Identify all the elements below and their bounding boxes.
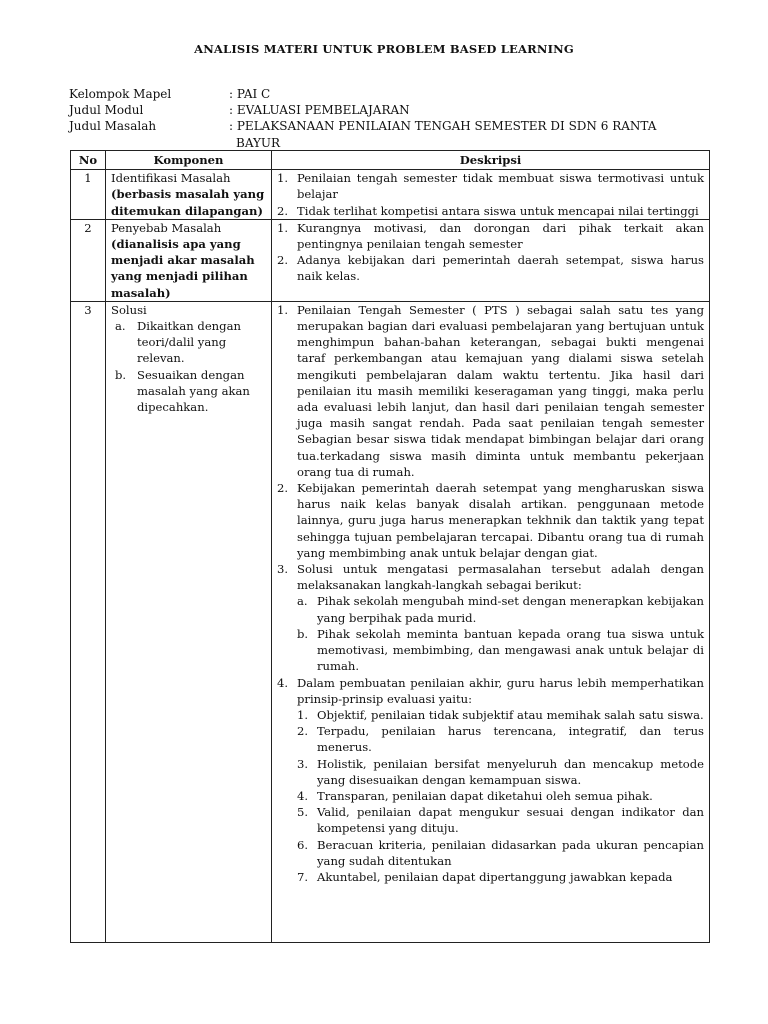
row-number: 2 <box>71 219 106 301</box>
komponen-title: Penyebab Masalah <box>111 220 222 235</box>
sub-list-item: a. Pihak sekolah mengubah mind-set dengan menerapkan kebijakan yang berpihak pada murid. <box>297 594 704 625</box>
komponen-title: Identifikasi Masalah <box>111 171 231 186</box>
meta-row <box>69 86 709 102</box>
list-item: 1. Penilaian Tengah Semester ( PTS ) sebagai salah satu tes yang merupakan bagian dari evaluasi pembelajaran yang bertujuan untuk menghimpun bahan-bahan keterangan, sebagai bukti mengenai taraf perkembangan atau kemajuan yang dialami siswa setelah mengikuti pembelajaran dalam waktu tertentu. Jika hasil dari penilaian itu masih memiliki keseragaman yang tinggi, maka perlu ada evaluasi lebih lanjut, dan hasil dari penilaian tengah semester juga masih sangat rendah. Pada saat penilaian tengah semester Sebagian besar siswa tidak mendapat bimbingan belajar dari orang tua.terkadang siswa masih diminta untuk membantu pekerjaan orang tua di rumah. <box>277 302 704 479</box>
sub-list-item: 7. Akuntabel, penilaian dapat dipertanggung jawabkan kepada <box>297 869 673 884</box>
sub-list-item: 5. Valid, penilaian dapat mengukur sesuai dengan indikator dan kompetensi yang dituju. <box>297 805 704 836</box>
sub-list-item: 3. Holistik, penilaian bersifat menyeluruh dan mencakup metode yang disesuaikan dengan kemampuan siswa. <box>297 756 704 787</box>
meta-row <box>69 102 709 118</box>
row-komponen <box>106 301 272 942</box>
meta-key: Judul Modul <box>69 103 144 118</box>
sub-list-item: 2. Terpadu, penilaian harus terencana, integratif, dan terus menerus. <box>297 724 704 755</box>
sub-list-item: 6. Beracuan kriteria, penilaian didasarkan pada ukuran pencapian yang sudah ditentukan <box>297 837 704 868</box>
row-deskripsi <box>272 301 710 942</box>
list-item: 2. Tidak terlihat kompetisi antara siswa untuk mencapai nilai tertinggi <box>277 203 699 218</box>
sub-list <box>297 707 704 885</box>
list-item: 4. Dalam pembuatan penilaian akhir, guru harus lebih memperhatikan prinsip-prinsip evaluasi yaitu: 1. Objektif, penilaian tidak subjektif atau memihak salah satu siswa. 2. Terpadu, penilaian harus terencana, integratif, dan terus menerus. 3. Holistik, penilaian bersifat menyeluruh dan mencakup metode yang disesuaikan dengan kemampuan siswa. 4. Transparan, penilaian dapat diketahui oleh semua pihak. 5. Valid, penilaian dapat mengukur sesuai dengan indikator dan kompetensi yang dituju. 6. Beracuan kriteria, penilaian didasarkan pada ukuran pencapian yang sudah ditentukan 7. Akuntabel, penilaian dapat dipertanggung jawabkan kepada <box>277 675 704 884</box>
sub-list <box>297 593 704 674</box>
table-row <box>71 170 710 220</box>
list-item: 1. Kurangnya motivasi, dan dorongan dari pihak terkait akan pentingnya penilaian tengah semester <box>277 220 704 252</box>
deskripsi-list <box>277 220 704 285</box>
komponen-subtitle: (berbasis masalah yang ditemukan dilapangan) <box>111 187 265 218</box>
komponen-list <box>111 318 266 415</box>
meta-key: Judul Masalah <box>69 119 157 134</box>
meta-value: : EVALUASI PEMBELAJARAN <box>229 103 410 118</box>
komponen-subtitle: (dianalisis apa yang menjadi akar masalah yang menjadi pilihan masalah) <box>111 237 255 300</box>
deskripsi-list <box>277 302 704 885</box>
document-title: ANALISIS MATERI UNTUK PROBLEM BASED LEARNING <box>194 42 574 56</box>
meta-value: : PELAKSANAAN PENILAIAN TENGAH SEMESTER DI SDN 6 RANTA <box>229 119 657 134</box>
list-item: b. Sesuaikan dengan masalah yang akan dipecahkan. <box>115 367 250 415</box>
header-komponen: Komponen <box>106 151 272 170</box>
list-item: 2. Kebijakan pemerintah daerah setempat yang mengharuskan siswa harus naik kelas banyak disalah artikan. penggunaan metode lainnya, guru juga harus menerapkan tekhnik dan taktik yang tepat sehingga tujuan pembelajaran tercapai. Dibantu orang tua di rumah yang membimbing anak untuk belajar dengan giat. <box>277 481 704 560</box>
header-no: No <box>71 151 106 170</box>
list-item: 3. Solusi untuk mengatasi permasalahan tersebut adalah dengan melaksanakan langkah-langkah sebagai berikut: a. Pihak sekolah mengubah mind-set dengan menerapkan kebijakan yang berpihak pada murid. b. Pihak sekolah meminta bantuan kepada orang tua siswa untuk memotivasi, membimbing, dan mengawasi anak untuk belajar di rumah. <box>277 562 704 674</box>
row-deskripsi <box>272 219 710 301</box>
sub-list-item: b. Pihak sekolah meminta bantuan kepada orang tua siswa untuk memotivasi, membimbing, dan mengawasi anak untuk belajar di rumah. <box>297 626 704 674</box>
table-row <box>71 219 710 301</box>
list-item: 2. Adanya kebijakan dari pemerintah daerah setempat, siswa harus naik kelas. <box>277 253 704 284</box>
row-komponen <box>106 219 272 301</box>
komponen-title: Solusi <box>111 302 147 317</box>
table-row <box>71 301 710 942</box>
row-deskripsi <box>272 170 710 220</box>
row-number: 3 <box>71 301 106 942</box>
meta-value: : PAI C <box>229 87 271 101</box>
meta-row <box>69 118 709 134</box>
row-number: 1 <box>71 170 106 220</box>
list-item: a. Dikaitkan dengan teori/dalil yang relevan. <box>115 319 241 366</box>
table-header-row <box>71 151 710 170</box>
header-deskripsi: Deskripsi <box>272 151 710 170</box>
meta-key: Kelompok Mapel <box>69 87 172 101</box>
sub-list-item: 4. Transparan, penilaian dapat diketahui oleh semua pihak. <box>297 788 653 803</box>
analysis-table <box>70 150 710 943</box>
meta-value-continuation: BAYUR <box>236 135 281 150</box>
row-komponen <box>106 170 272 220</box>
deskripsi-list <box>277 170 704 219</box>
sub-list-item: 1. Objektif, penilaian tidak subjektif atau memihak salah satu siswa. <box>297 707 704 722</box>
document-meta <box>69 86 709 151</box>
list-item: 1. Penilaian tengah semester tidak membuat siswa termotivasi untuk belajar <box>277 171 704 202</box>
